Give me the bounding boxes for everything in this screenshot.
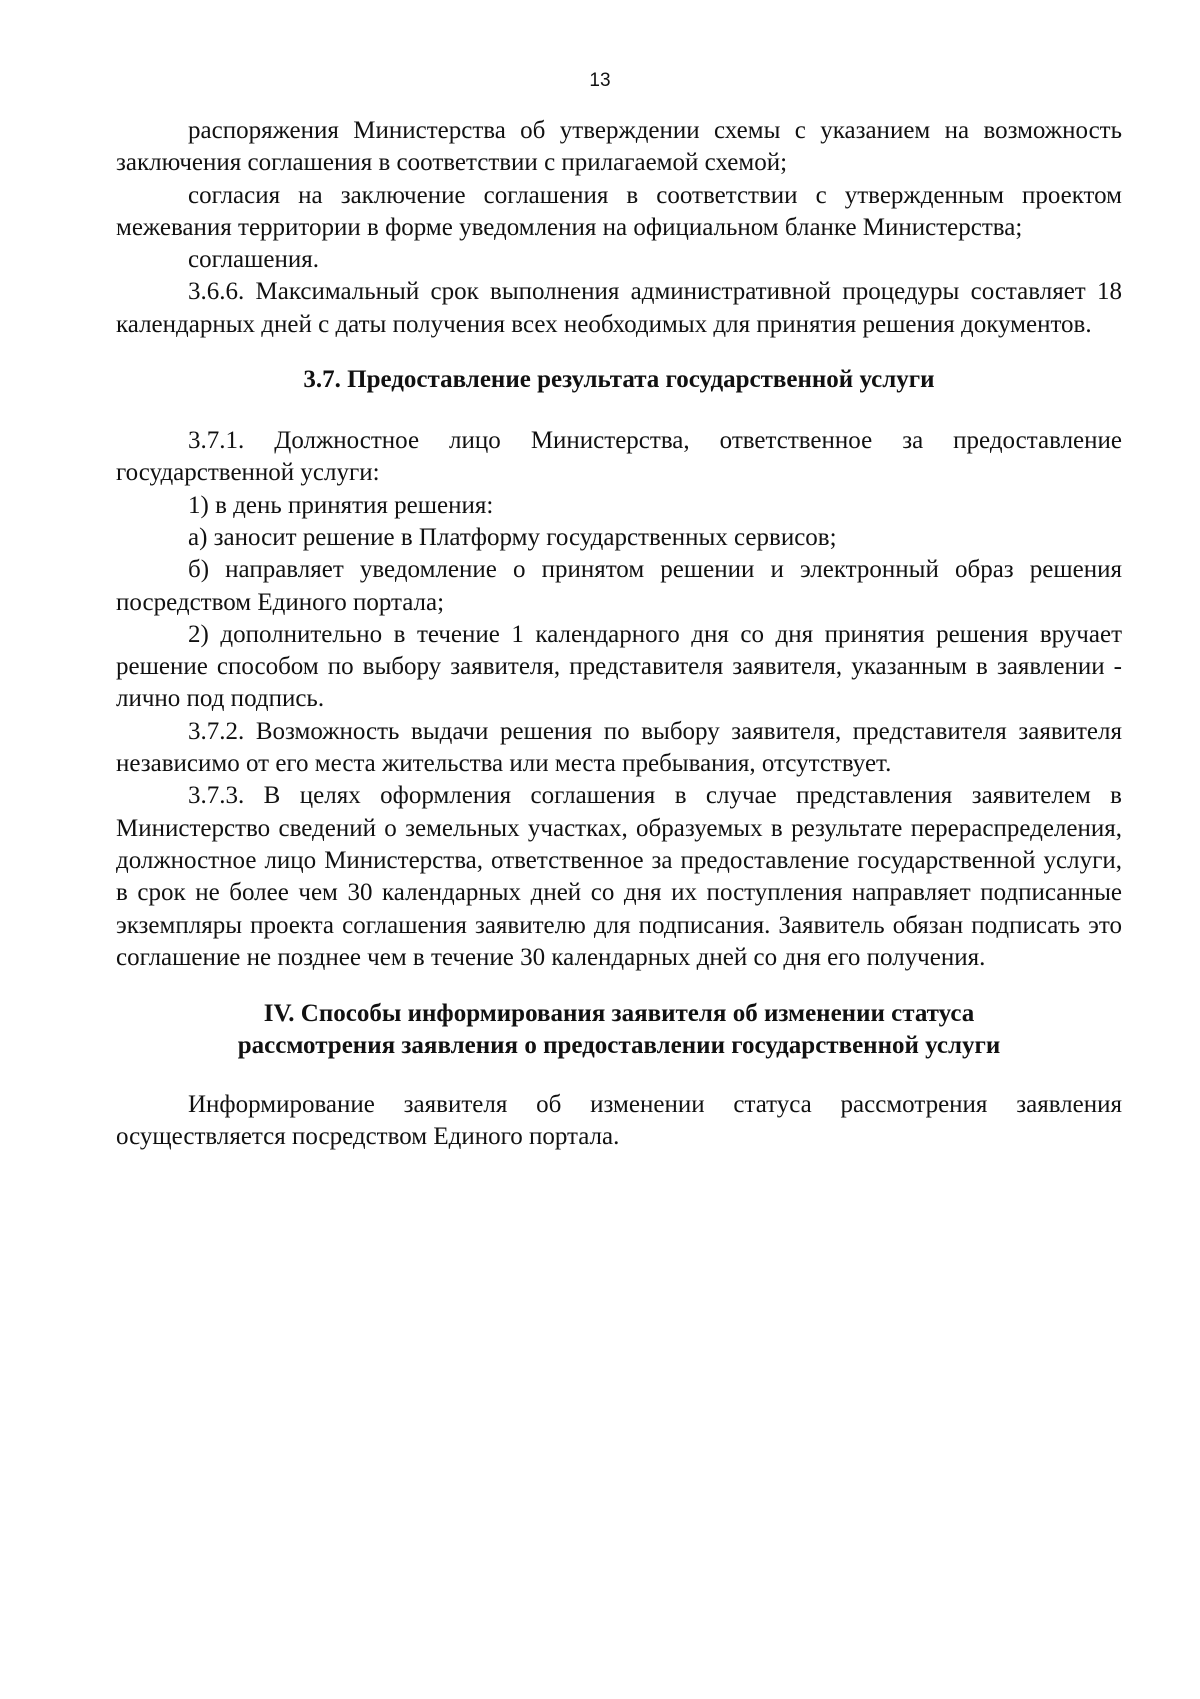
paragraph-3-6-6: 3.6.6. Максимальный срок выполнения административной процедуры составляет 18 календарных дней с даты получения всех необходимых для принятия решения документов.: [116, 278, 1122, 338]
list-item-a: а) заносит решение в Платформу государственных сервисов;: [188, 523, 837, 551]
page-number: 13: [589, 70, 611, 91]
document-body: [116, 115, 1122, 1154]
paragraph-order-approval: распоряжения Министерства об утверждении схемы с указанием на возможность заключения соглашения в соответствии с прилагаемой схемой;: [116, 117, 1122, 177]
paragraph-status-informing: Информирование заявителя об изменении статуса рассмотрения заявления осуществляется посредством Единого портала.: [116, 1091, 1122, 1151]
section-heading-iv-line-1: IV. Способы информирования заявителя об изменении статуса: [263, 1000, 975, 1028]
list-item-1: 1) в день принятия решения:: [188, 491, 494, 519]
section-heading-iv-line-2: рассмотрения заявления о предоставлении государственной услуги: [237, 1032, 1001, 1060]
paragraph-3-7-2: 3.7.2. Возможность выдачи решения по выбору заявителя, представителя заявителя независимо от его места жительства или места пребывания, отсутствует.: [116, 717, 1122, 778]
list-item-b: б) направляет уведомление о принятом решении и электронный образ решения посредством Единого портала;: [116, 556, 1122, 616]
paragraph-3-7-3: 3.7.3. В целях оформления соглашения в случае представления заявителем в Министерство сведений о земельных участках, образуемых в результате перераспределения, должностное лицо Министерства, ответственное за предоставление государственной услуги, в срок не более чем 30 календарных дней со дня их поступления направляет подписанные экземпляры проекта соглашения заявителю для подписания. Заявитель обязан подписать это соглашение не позднее чем в течение 30 календарных дней со дня его получения.: [116, 782, 1122, 971]
paragraph-agreements: соглашения.: [188, 246, 320, 274]
paragraph-3-7-1: 3.7.1. Должностное лицо Министерства, ответственное за предоставление государственной услуги:: [116, 427, 1122, 487]
section-heading-iv: [116, 998, 1122, 1062]
paragraph-consent: согласия на заключение соглашения в соответствии с утвержденным проектом межевания территории в форме уведомления на официальном бланке Министерства;: [116, 181, 1122, 241]
section-heading-3-7: 3.7. Предоставление результата государственной услуги: [303, 366, 935, 394]
list-item-2: 2) дополнительно в течение 1 календарного дня со дня принятия решения вручает решение способом по выбору заявителя, представителя заявителя, указанным в заявлении - лично под подпись.: [116, 620, 1122, 713]
